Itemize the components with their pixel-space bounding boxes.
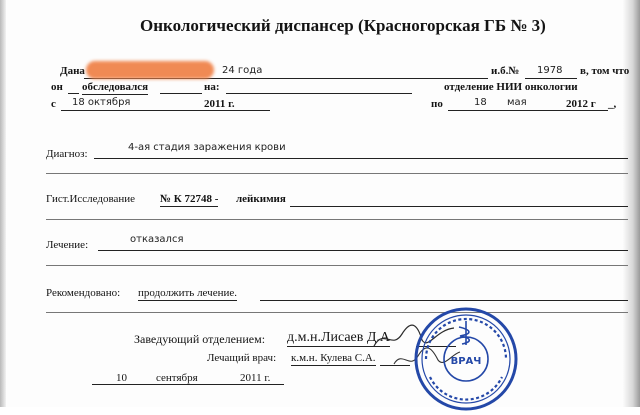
na-line [226, 93, 412, 94]
examined-label: обследовался [82, 81, 149, 93]
from-day-month: 18 октября [72, 97, 131, 108]
to-day: 18 [474, 97, 487, 108]
date-line [92, 384, 284, 385]
recommendation-line-2 [46, 312, 628, 313]
histology-line-2 [46, 219, 628, 220]
from-year: 2011 г. [204, 98, 235, 110]
line1-tail: в, том что [580, 65, 630, 77]
page-shadow-right [622, 0, 640, 407]
document-title: Онкологический диспансер (Красногорская ГБ № 3) [140, 16, 546, 35]
from-line [61, 110, 270, 111]
ib-value: 1978 [537, 65, 563, 76]
to-line [448, 110, 608, 111]
histology-line [290, 206, 628, 207]
ib-line [525, 78, 577, 79]
from-label: с [51, 98, 56, 110]
doctor-name: к.м.н. Кулева С.А. [291, 352, 376, 364]
ib-label: и.б.№ [491, 65, 520, 77]
age-value: 24 года [222, 65, 263, 76]
he-blank [68, 93, 79, 94]
diagnosis-value: 4-ая стадия заражения крови [128, 142, 286, 153]
date-day: 10 [116, 372, 127, 384]
treatment-line [98, 250, 628, 251]
doctor-stamp [410, 303, 522, 415]
na-label: на: [204, 81, 220, 93]
date-month: сентября [156, 372, 198, 384]
stamp-center-text: ВРАЧ [450, 356, 482, 367]
histology-number: № К 72748 - [160, 193, 219, 205]
he-label: он [51, 81, 63, 93]
examined-blank [160, 93, 202, 94]
given-label: Дана [60, 65, 85, 77]
head-label: Заведующий отделением: [134, 332, 266, 346]
treatment-label: Лечение: [46, 239, 89, 251]
department-text: отделение НИИ онкологии [444, 81, 578, 93]
diagnosis-line [94, 158, 628, 159]
to-year: 2012 г [566, 98, 596, 110]
doctor-label: Лечащий врач: [207, 352, 277, 364]
to-label: по [431, 98, 443, 110]
treatment-value: отказался [130, 234, 184, 245]
recommendation-label: Рекомендовано: [46, 287, 121, 299]
histology-result: лейкимия [236, 193, 286, 205]
head-name: д.м.н.Лисаев Д.А [287, 330, 391, 345]
recommendation-value: продолжить лечение. [138, 287, 237, 299]
date-year: 2011 г. [240, 372, 271, 384]
redacted-name [86, 61, 214, 79]
treatment-line-2 [46, 265, 628, 266]
line3-tail-mark: _, [608, 98, 617, 110]
histology-label: Гист.Исследование [46, 193, 136, 205]
page-shadow-left [0, 0, 6, 407]
recommendation-line [260, 300, 628, 301]
diagnosis-line-2 [46, 173, 628, 174]
diagnosis-label: Диагноз: [46, 148, 88, 160]
to-month: мая [507, 97, 527, 108]
